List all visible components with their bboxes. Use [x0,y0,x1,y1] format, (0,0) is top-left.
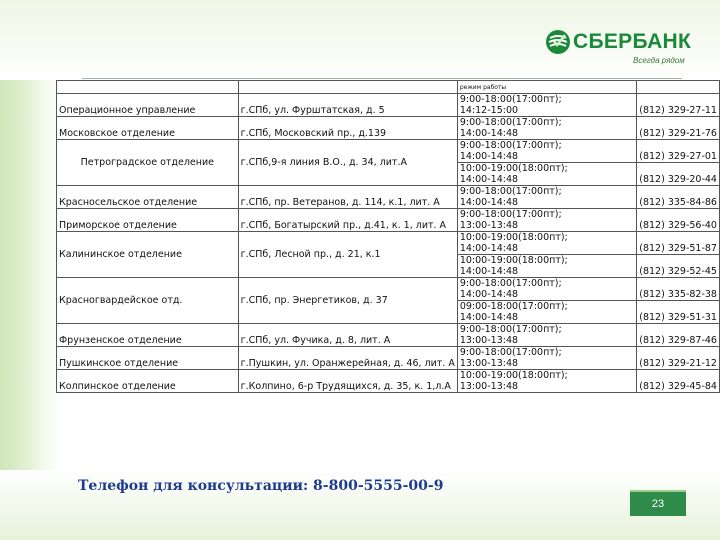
branch-address: г.Пушкин, ул. Оранжерейная, д. 46, лит. А [238,347,457,370]
branch-hours: 9:00-18:00(17:00пт); 13:00-13:48 [457,209,636,232]
table-row [57,370,720,393]
branch-phone: (812) 329-21-76 [637,117,720,140]
table-header-row [57,81,720,94]
branch-address: г.СПб, пр. Энергетиков, д. 37 [238,278,457,324]
branch-address: г.СПб, Богатырский пр., д.41, к. 1, лит. А [238,209,457,232]
branch-name: Калининское отделение [57,232,239,278]
branch-address: г.Колпино, 6-р Трудящихся, д. 35, к. 1,л.А [238,370,457,393]
logo-text: СБЕРБАНК [573,30,692,53]
branch-hours: 9:00-18:00(17:00пт); 14:00-14:48 [457,186,636,209]
branch-hours: 10:00-19:00(18:00пт); 13:00-13:48 [457,370,636,393]
table-row [57,324,720,347]
branch-address: г.СПб, пр. Ветеранов, д. 114, к.1, лит. А [238,186,457,209]
branch-address: г.СПб, Московский пр., д.139 [238,117,457,140]
branch-name: Колпинское отделение [57,370,239,393]
header-cell-address [238,81,457,94]
branch-name: Фрунзенское отделение [57,324,239,347]
table-row [57,94,720,117]
branch-phone: (812) 329-21-12 [637,347,720,370]
branch-hours: 9:00-18:00(17:00пт); 14:00-14:48 [457,278,636,301]
sberbank-emblem-icon [545,29,571,55]
sberbank-logo [545,28,695,68]
branch-phone: (812) 335-84-86 [637,186,720,209]
branch-hours: 9:00-18:00(17:00пт); 14:12-15:00 [457,94,636,117]
table-row [57,232,720,255]
branch-hours: 10:00-19:00(18:00пт); 14:00-14:48 [457,232,636,255]
branch-name: Красносельское отделение [57,186,239,209]
table-row [57,186,720,209]
branch-phone: (812) 329-45-84 [637,370,720,393]
branch-name: Пушкинское отделение [57,347,239,370]
branch-name: Операционное управление [57,94,239,117]
branch-phone: (812) 329-51-31 [637,301,720,324]
branch-address: г.СПб, Лесной пр., д. 21, к.1 [238,232,457,278]
branch-hours: 9:00-18:00(17:00пт); 13:00-13:48 [457,324,636,347]
branches-table [56,80,720,393]
branch-phone: (812) 329-87-46 [637,324,720,347]
branch-phone: (812) 329-27-01 [637,140,720,163]
header-cell-name [57,81,239,94]
branch-hours: 10:00-19:00(18:00пт); 14:00-14:48 [457,163,636,186]
header-cell-phone [637,81,720,94]
page-number-badge: 23 [630,490,686,516]
branch-address: г.СПб,9-я линия В.О., д. 34, лит.А [238,140,457,186]
header-cell-hours: режим работы [457,81,636,94]
branch-address: г.СПб, ул. Фучика, д. 8, лит. А [238,324,457,347]
branch-hours: 9:00-18:00(17:00пт); 14:00-14:48 [457,140,636,163]
branch-name: Московское отделение [57,117,239,140]
branch-phone: (812) 329-27-11 [637,94,720,117]
branch-phone: (812) 335-82-38 [637,278,720,301]
branch-name: Красногвардейское отд. [57,278,239,324]
branch-address: г.СПб, ул. Фурштатская, д. 5 [238,94,457,117]
branch-phone: (812) 329-52-45 [637,255,720,278]
branch-phone: (812) 329-56-40 [637,209,720,232]
branch-hours: 9:00-18:00(17:00пт); 14:00-14:48 [457,117,636,140]
branch-hours: 10:00-19:00(18:00пт); 14:00-14:48 [457,255,636,278]
branch-phone: (812) 329-51-87 [637,232,720,255]
table-row [57,347,720,370]
table-row [57,278,720,301]
header-rule [82,78,682,79]
table-row [57,117,720,140]
consultation-phone: Телефон для консультации: 8-800-5555-00-9 [78,478,444,494]
table-row [57,209,720,232]
logo-slogan: Всегда рядом [633,56,685,65]
branch-hours: 09:00-18:00(17:00пт); 14:00-14:48 [457,301,636,324]
branch-name: Петроградское отделение [57,140,239,186]
branch-phone: (812) 329-20-44 [637,163,720,186]
table-row [57,140,720,163]
branch-hours: 9:00-18:00(17:00пт); 13:00-13:48 [457,347,636,370]
background-left-gradient [0,0,60,540]
branch-name: Приморское отделение [57,209,239,232]
